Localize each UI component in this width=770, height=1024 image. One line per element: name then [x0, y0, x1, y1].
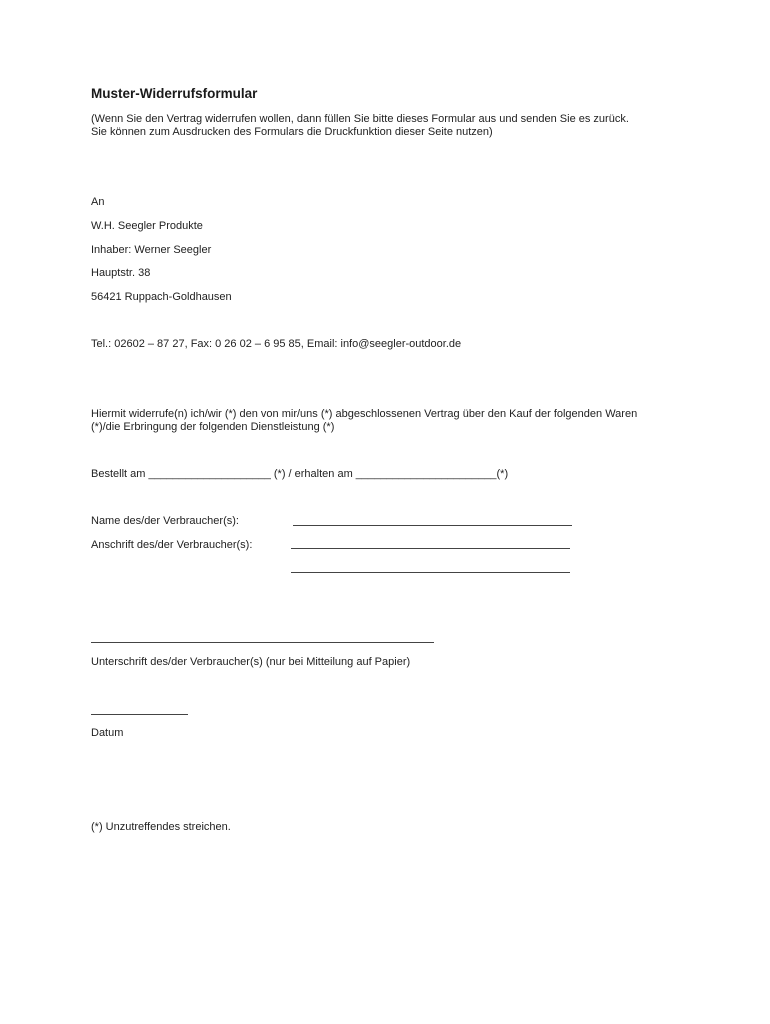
ordered-received-line: Bestellt am ____________________ (*) / erhalten am _______________________(*): [91, 468, 509, 480]
declaration-line-1: Hiermit widerrufe(n) ich/wir (*) den von mir/uns (*) abgeschlossenen Vertrag über den Kauf der folgenden Waren: [91, 408, 638, 420]
consumer-name-label: Name des/der Verbraucher(s):: [91, 515, 239, 527]
declaration-line-2: (*)/die Erbringung der folgenden Dienstleistung (*): [91, 421, 335, 433]
recipient-city: 56421 Ruppach-Goldhausen: [91, 291, 232, 303]
date-label: Datum: [91, 727, 124, 739]
recipient-street: Hauptstr. 38: [91, 267, 151, 279]
signature-blank: [91, 642, 434, 643]
signature-label: Unterschrift des/der Verbraucher(s) (nur bei Mitteilung auf Papier): [91, 656, 411, 668]
intro-line-1: (Wenn Sie den Vertrag widerrufen wollen, dann füllen Sie bitte dieses Formular aus und senden Sie es zurück.: [91, 113, 629, 125]
consumer-address-blank-1: [291, 548, 570, 549]
page-title: Muster-Widerrufsformular: [91, 86, 258, 101]
consumer-address-label: Anschrift des/der Verbraucher(s):: [91, 539, 253, 551]
recipient-owner: Inhaber: Werner Seegler: [91, 244, 212, 256]
date-blank: [91, 714, 188, 715]
recipient-company: W.H. Seegler Produkte: [91, 220, 203, 232]
consumer-address-blank-2: [291, 572, 570, 573]
footnote: (*) Unzutreffendes streichen.: [91, 821, 231, 833]
consumer-name-blank: [293, 525, 572, 526]
recipient-to: An: [91, 196, 105, 208]
intro-line-2: Sie können zum Ausdrucken des Formulars die Druckfunktion dieser Seite nutzen): [91, 126, 493, 138]
contact-line: Tel.: 02602 – 87 27, Fax: 0 26 02 – 6 95 85, Email: info@seegler-outdoor.de: [91, 338, 462, 350]
